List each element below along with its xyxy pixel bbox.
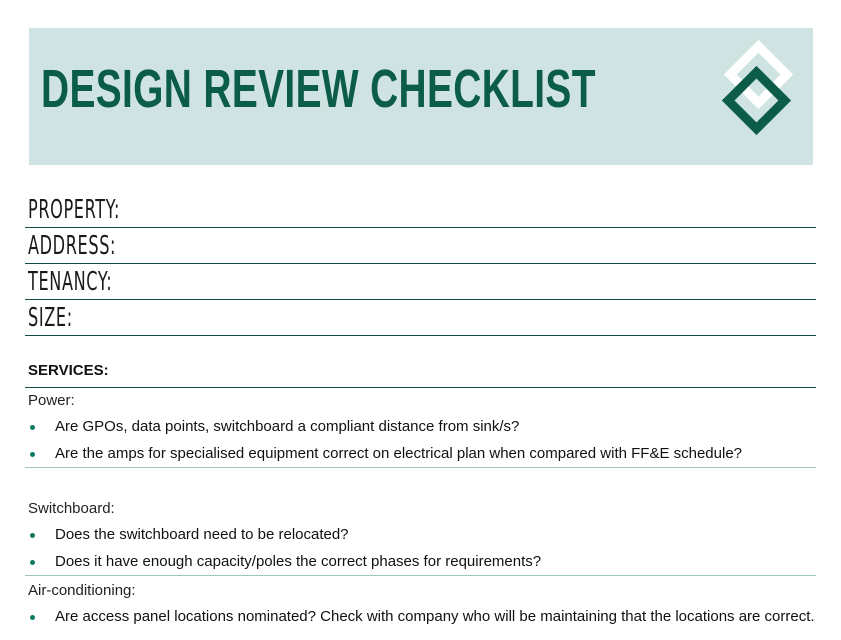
list-item: Does it have enough capacity/poles the correct phases for requirements? (25, 549, 816, 576)
air-conditioning-checklist (25, 604, 816, 631)
property-field[interactable] (25, 192, 816, 228)
list-item: Are access panel locations nominated? Check with company who will be maintaining that the locations are correct. (25, 604, 816, 631)
power-group (25, 388, 816, 468)
property-label: PROPERTY: (28, 195, 121, 225)
address-field[interactable] (25, 228, 816, 264)
list-item: Are the amps for specialised equipment correct on electrical plan when compared with FF&E schedule? (25, 441, 816, 468)
group-label-power: Power: (28, 392, 75, 409)
address-label: ADDRESS: (28, 231, 117, 261)
switchboard-group (25, 496, 816, 576)
list-item: Are GPOs, data points, switchboard a compliant distance from sink/s? (25, 414, 816, 441)
diamond-chevron-logo-icon (719, 36, 801, 152)
group-label-switchboard: Switchboard: (28, 500, 115, 517)
services-heading (25, 356, 816, 388)
air-conditioning-group (25, 578, 816, 631)
list-item: Does the switchboard need to be relocated? (25, 522, 816, 549)
size-label: SIZE: (28, 303, 73, 333)
switchboard-checklist (25, 522, 816, 575)
tenancy-label: TENANCY: (28, 267, 113, 297)
tenancy-field[interactable] (25, 264, 816, 300)
services-heading-text: SERVICES: (28, 362, 109, 379)
page-title: DESIGN REVIEW CHECKLIST (41, 59, 596, 119)
group-label-air-conditioning: Air-conditioning: (28, 582, 136, 599)
power-checklist (25, 414, 816, 467)
header-banner (29, 28, 813, 165)
size-field[interactable] (25, 300, 816, 336)
